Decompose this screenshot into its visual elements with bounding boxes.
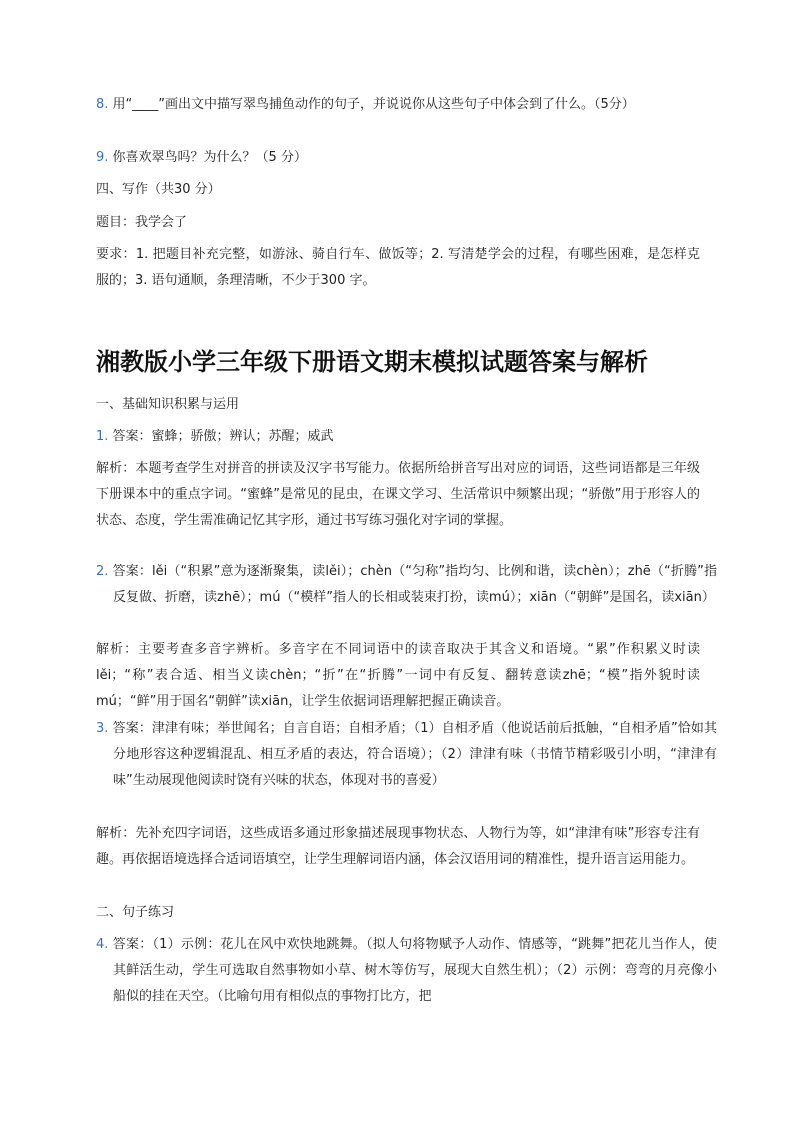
question-8 <box>96 92 717 118</box>
question-9 <box>96 145 717 171</box>
answer-number: 4. <box>96 937 109 952</box>
answer-number: 2. <box>96 564 109 579</box>
question-text: 你喜欢翠鸟吗？为什么？（5 分） <box>112 150 307 165</box>
answer-1 <box>96 424 717 450</box>
writing-topic: 题目：我学会了 <box>96 215 188 230</box>
section-heading-sentences: 二、句子练习 <box>96 905 175 920</box>
question-text: 用“____”画出文中描写翠鸟捕鱼动作的句子，并说说你从这些句子中体会到了什么。（5分） <box>112 97 635 112</box>
answer-text: 答案：蜜蜂；骄傲；辨认；苏醒；威武 <box>112 429 334 444</box>
answer-text: 答案：lěi（“积累”意为逐渐聚集，读lěi）；chèn（“匀称”指均匀、比例和谐，读chèn）；zhē（“折腾”指反复做、折磨，读zhē）；mú（“模样”指人的长相或装束打扮，读mú）；xiān（“朝鲜”是国名，读xiān） <box>112 564 717 605</box>
question-number: 8. <box>96 97 109 112</box>
section-heading-basics: 一、基础知识积累与运用 <box>96 397 240 412</box>
writing-requirement: 要求：1. 把题目补充完整，如游泳、骑自行车、做饭等；2. 写清楚学会的过程，有哪些困难，是怎样克服的；3. 语句通顺，条理清晰，不少于300 字。 <box>96 247 700 288</box>
answer-text: 答案：（1）示例：花儿在风中欢快地跳舞。（拟人句将物赋予人动作、情感等，“跳舞”把花儿当作人，使其鲜活生动，学生可选取自然事物如小草、树木等仿写，展现大自然生机）；（2）示例：弯弯的月亮像小船似的挂在天空。（比喻句用有相似点的事物打比方，把 <box>112 937 717 1004</box>
answer-2 <box>96 559 717 611</box>
answer-3 <box>96 716 717 794</box>
analysis-2: 解析：主要考查多音字辨析。多音字在不同词语中的读音取决于其含义和语境。“累”作积累义时读lěi；“称”表合适、相当义读chèn；“折”在“折腾”一词中有反复、翻转意读zhē；“模”指外貌时读mú；“鲜”用于国名“朝鲜”读xiān，让学生依据词语理解把握正确读音。 <box>96 642 700 709</box>
answer-4 <box>96 932 717 1010</box>
section-heading-writing: 四、写作（共30 分） <box>96 182 221 197</box>
question-number: 9. <box>96 150 109 165</box>
answer-text: 答案：津津有味；举世闻名；自言自语；自相矛盾；（1）自相矛盾（他说话前后抵触，“自相矛盾”恰如其分地形容这种逻辑混乱、相互矛盾的表达，符合语境）；（2）津津有味（书情节精彩吸引小明，“津津有味”生动展现他阅读时饶有兴味的状态，体现对书的喜爱） <box>112 721 717 788</box>
answer-title: 湘教版小学三年级下册语文期末模拟试题答案与解析 <box>96 348 648 376</box>
answer-number: 1. <box>96 429 109 444</box>
answer-number: 3. <box>96 721 109 736</box>
analysis-3: 解析：先补充四字词语，这些成语多通过形象描述展现事物状态、人物行为等，如“津津有味”形容专注有趣。再依据语境选择合适词语填空，让学生理解词语内涵，体会汉语用词的精准性，提升语言运用能力。 <box>96 826 700 867</box>
analysis-1: 解析：本题考查学生对拼音的拼读及汉字书写能力。依据所给拼音写出对应的词语，这些词语都是三年级下册课本中的重点字词。“蜜蜂”是常见的昆虫，在课文学习、生活常识中频繁出现；“骄傲”用于形容人的状态、态度，学生需准确记忆其字形，通过书写练习强化对字词的掌握。 <box>96 461 700 528</box>
